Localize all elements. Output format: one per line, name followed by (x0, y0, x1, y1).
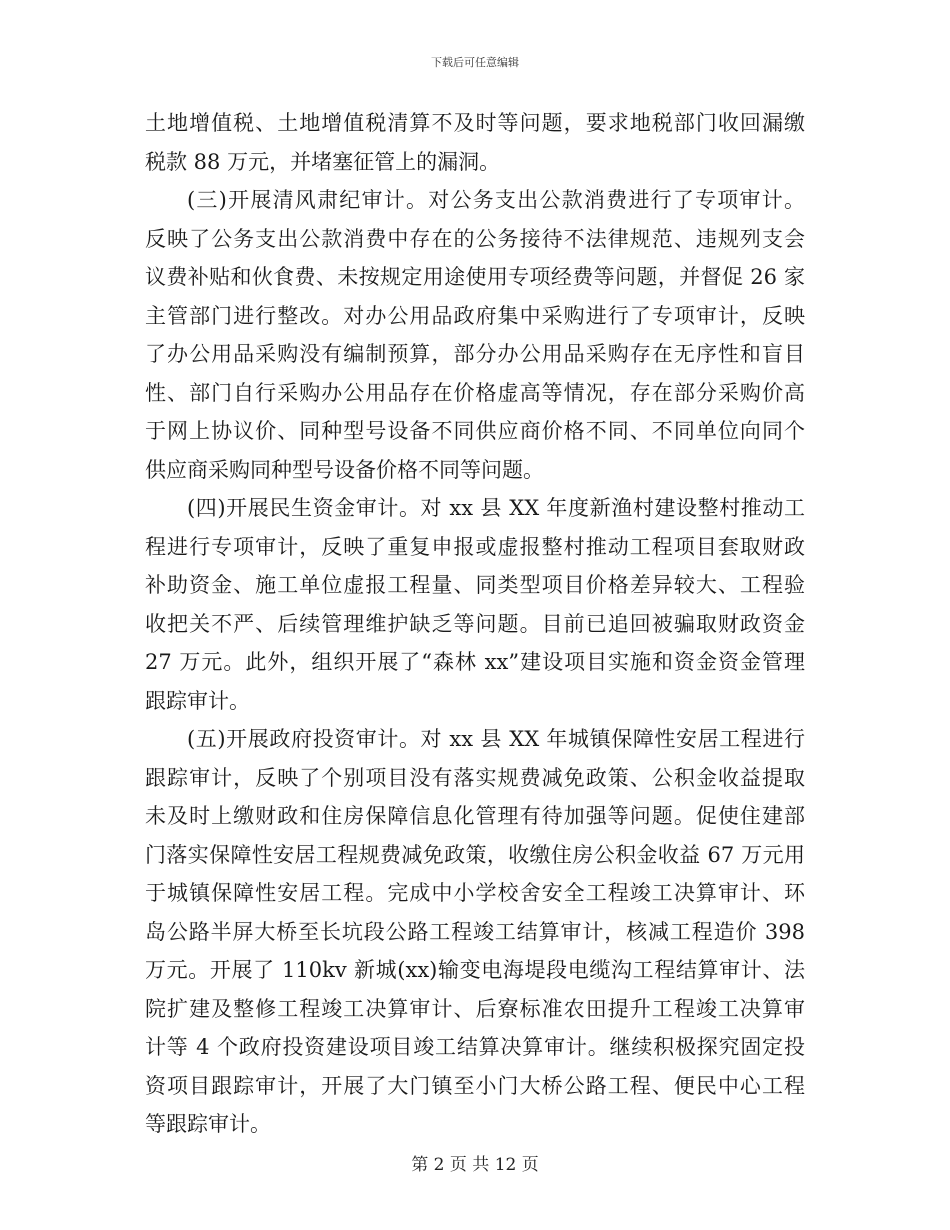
paragraph-line: 万元。开展了 110kv 新城(xx)输变电海堤段电缆沟工程结算审计、法 (145, 958, 805, 982)
paragraph-line: 主管部门进行整改。对办公用品政府集中采购进行了专项审计，反映 (145, 303, 805, 328)
paragraph-line: 未及时上缴财政和住房保障信息化管理有待加强等问题。促使住建部 (145, 804, 805, 828)
paragraph-line: 27 万元。此外，组织开展了“森林 xx”建设项目实施和资金资金管理 (145, 650, 805, 674)
paragraph-line: 补助资金、施工单位虚报工程量、同类型项目价格差异较大、工程验 (145, 573, 805, 597)
paragraph-line: 计等 4 个政府投资建设项目竣工结算决算审计。继续积极探究固定投 (145, 1035, 805, 1059)
paragraph-line: 跟踪审计，反映了个别项目没有落实规费减免政策、公积金收益提取 (145, 765, 805, 790)
paragraph-line: 于网上协议价、同种型号设备不同供应商价格不同、不同单位向同个 (145, 419, 805, 443)
paragraph-line: 岛公路半屏大桥至长坑段公路工程竣工结算审计，核减工程造价 398 (145, 919, 805, 944)
paragraph-line: 程进行专项审计，反映了重复申报或虚报整村推动工程项目套取财政 (145, 534, 805, 559)
paragraph-line: 等跟踪审计。 (145, 1112, 271, 1136)
paragraph-line: 院扩建及整修工程竣工决算审计、后寮标准农田提升工程竣工决算审 (145, 996, 805, 1021)
paragraph-line: 跟踪审计。 (145, 688, 250, 713)
paragraph-line: 了办公用品采购没有编制预算，部分办公用品采购存在无序性和盲目 (145, 342, 805, 366)
paragraph-line: 供应商采购同种型号设备价格不同等问题。 (145, 457, 544, 482)
paragraph-line: 土地增值税、土地增值税清算不及时等问题，要求地税部门收回漏缴 (145, 111, 805, 135)
paragraph-line: 议费补贴和伙食费、未按规定用途使用专项经费等问题，并督促 26 家 (145, 265, 805, 289)
paragraph-line: 反映了公务支出公款消费中存在的公务接待不法律规范、违规列支会 (145, 226, 805, 251)
paragraph-line: 门落实保障性安居工程规费减免政策，收缴住房公积金收益 67 万元用 (145, 842, 805, 867)
paragraph-line: (三)开展清风肃纪审计。对公务支出公款消费进行了专项审计。 (187, 188, 805, 212)
paragraph-line: 资项目跟踪审计，开展了大门镇至小门大桥公路工程、便民中心工程 (145, 1073, 805, 1098)
paragraph-line: 收把关不严、后续管理维护缺乏等问题。目前已追回被骗取财政资金 (145, 611, 805, 636)
paragraph-line: 性、部门自行采购办公用品存在价格虚高等情况，存在部分采购价高 (145, 380, 805, 405)
paragraph-line: 于城镇保障性安居工程。完成中小学校舍安全工程竣工决算审计、环 (145, 881, 805, 905)
paragraph-line: (五)开展政府投资审计。对 xx 县 XX 年城镇保障性安居工程进行 (187, 727, 805, 751)
document-body (145, 104, 805, 1144)
paragraph-line: (四)开展民生资金审计。对 xx 县 XX 年度新渔村建设整村推动工 (187, 496, 805, 520)
paragraph-line: 税款 88 万元，并堵塞征管上的漏洞。 (145, 149, 501, 174)
page-header-note: 下载后可任意编辑 (431, 56, 519, 69)
page-number-footer: 第 2 页 共 12 页 (411, 1155, 539, 1175)
